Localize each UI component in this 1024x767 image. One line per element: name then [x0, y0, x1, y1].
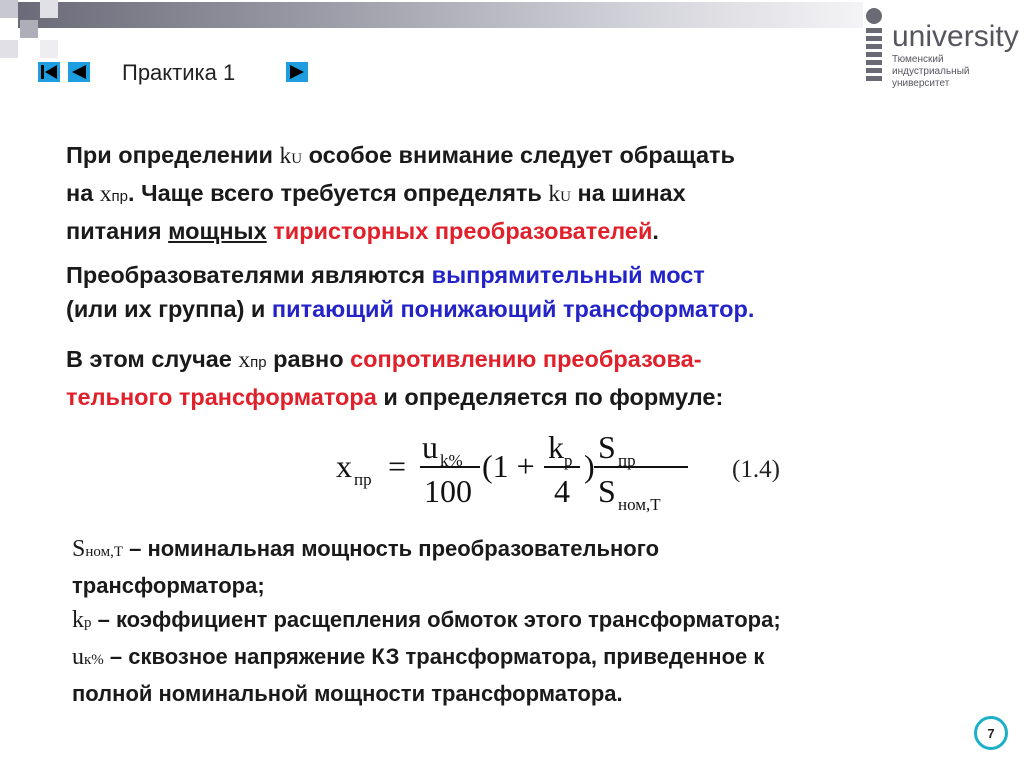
formula-number: (1.4)	[732, 456, 780, 483]
svg-text:k%: k%	[440, 451, 463, 470]
svg-text:4: 4	[554, 473, 570, 509]
prev-slide-button[interactable]	[68, 62, 90, 82]
svg-text:пр: пр	[354, 470, 372, 489]
p2-line-2: (или их группа) и питающий понижающий трансформатор.	[66, 296, 755, 322]
svg-text:S: S	[598, 429, 616, 465]
svg-text:=: =	[388, 448, 407, 484]
definition-s-nom: Sном,Т – номинальная мощность преобразовательного	[72, 536, 660, 562]
definition-s-nom-cont: трансформатора;	[72, 573, 265, 598]
slide-title: Практика 1	[122, 60, 236, 85]
svg-text:S: S	[598, 473, 616, 509]
svg-text:индустриальный: индустриальный	[892, 66, 970, 77]
paragraph-3	[66, 342, 723, 414]
svg-text:100: 100	[424, 473, 472, 509]
corner-square-2	[20, 20, 38, 38]
svg-text:u: u	[422, 429, 438, 465]
definition-kp: kр – коэффициент расщепления обмоток этого трансформатора;	[72, 607, 781, 633]
svg-text:): )	[584, 448, 595, 484]
corner-square-3	[40, 0, 58, 18]
definitions-list	[72, 532, 781, 711]
p1-line-1: При определении kU особое внимание следует обращать	[66, 142, 735, 169]
corner-square-5	[40, 40, 58, 58]
first-slide-button[interactable]	[38, 62, 60, 82]
svg-text:(1 +: (1 +	[482, 448, 535, 484]
definition-uk-cont: полной номинальной мощности трансформатора.	[72, 681, 623, 706]
page-number-badge: 7	[974, 716, 1008, 750]
university-logo	[862, 2, 1022, 92]
next-arrow-icon	[286, 62, 308, 82]
definition-uk: uк% – сквозное напряжение КЗ трансформатора, приведенное к	[72, 644, 765, 670]
prev-arrow-icon	[68, 62, 90, 82]
p1-line-2: на xпр. Чаще всего требуется определять kU на шинах	[66, 180, 686, 207]
header-gradient-bar	[18, 2, 863, 28]
p2-line-1: Преобразователями являются выпрямительный мост	[66, 262, 705, 288]
svg-text:Тюменский: Тюменский	[892, 54, 944, 65]
p1-line-3: питания мощных тиристорных преобразователей.	[66, 218, 659, 244]
svg-text:k: k	[548, 429, 564, 465]
corner-square-4	[0, 40, 18, 58]
paragraph-2	[66, 258, 754, 326]
svg-text:university: university	[892, 20, 1019, 53]
next-slide-button[interactable]	[286, 62, 308, 82]
corner-square-1	[0, 0, 18, 18]
svg-text:университет: университет	[892, 78, 950, 89]
paragraph-1	[66, 138, 735, 248]
svg-text:ном,Т: ном,Т	[618, 495, 661, 514]
svg-text:p: p	[564, 451, 573, 470]
svg-text:пр: пр	[618, 451, 636, 470]
first-arrow-icon	[38, 62, 60, 82]
p3-line-1: В этом случае xпр равно сопротивлению преобразова-	[66, 346, 702, 373]
svg-text:x: x	[336, 448, 352, 484]
formula-1-4	[336, 422, 696, 522]
university-logo-mark	[862, 2, 1022, 92]
p3-line-2: тельного трансформатора и определяется по формуле:	[66, 384, 724, 410]
